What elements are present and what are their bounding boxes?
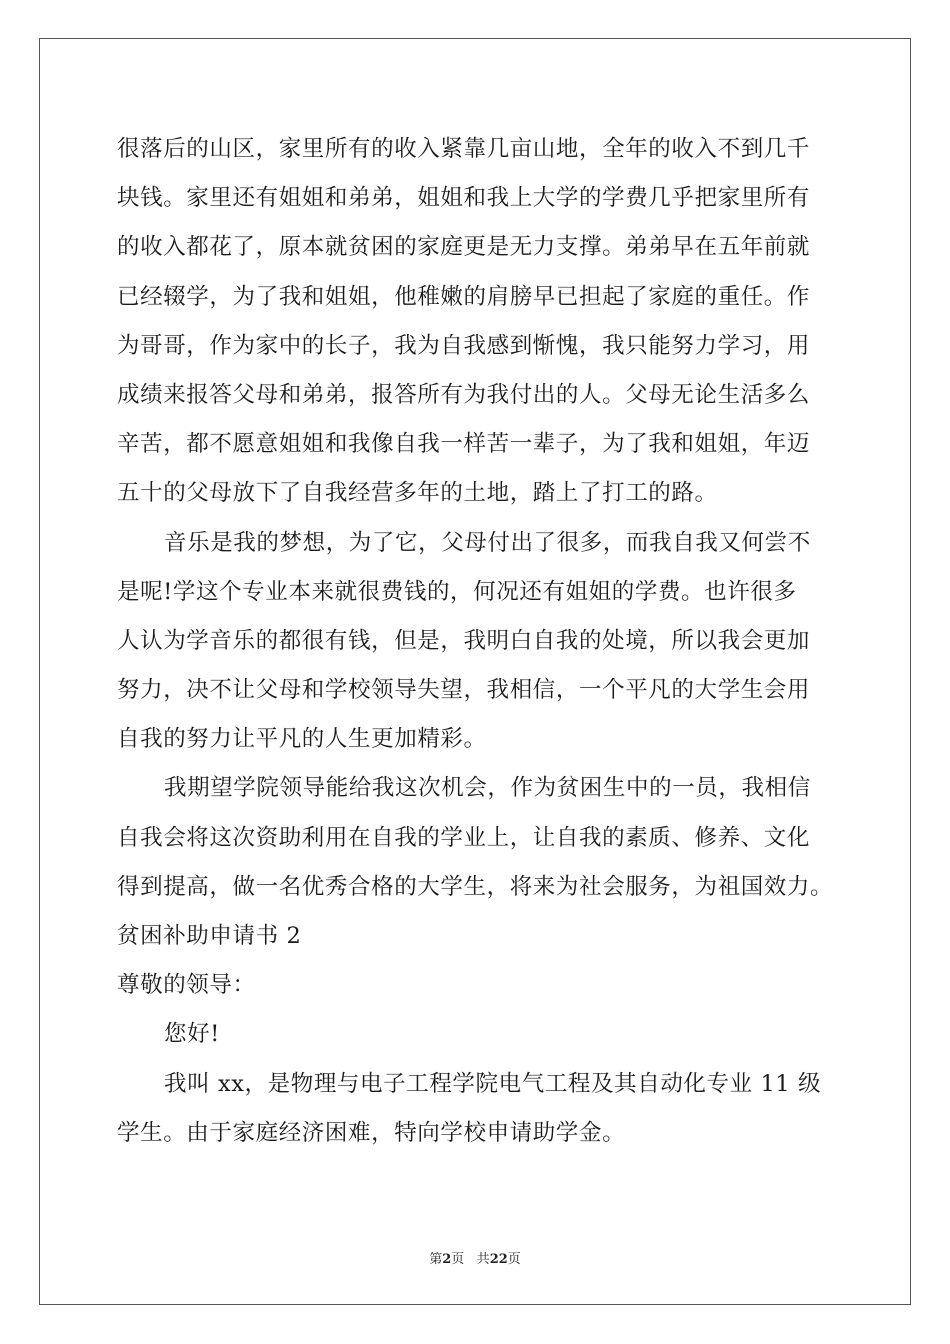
document-body	[117, 125, 837, 1158]
text-line: 学生。由于家庭经济困难，特向学校申请助学金。	[117, 1119, 626, 1146]
paragraph-start-line: 音乐是我的梦想，为了它，父母付出了很多，而我自我又何尝不	[164, 529, 811, 556]
paragraph-start-line: 我叫 xx，是物理与电子工程学院电气工程及其自动化专业 11 级	[164, 1070, 822, 1097]
footer-total-suffix: 页	[507, 1252, 521, 1267]
text-line: 得到提高，做一名优秀合格的大学生，将来为社会服务，为祖国效力。	[117, 873, 834, 900]
text-line: 为哥哥，作为家中的长子，我为自我感到惭愧，我只能努力学习，用	[117, 332, 811, 359]
text-line: 五十的父母放下了自我经营多年的土地，踏上了打工的路。	[117, 480, 718, 507]
text-line: 自我会将这次资助利用在自我的学业上，让自我的素质、修养、文化	[117, 824, 811, 851]
text-line: 辛苦，都不愿意姐姐和我像自我一样苦一辈子，为了我和姐姐，年迈	[117, 431, 811, 458]
current-page-number: 2	[442, 1252, 452, 1267]
greeting: 您好!	[164, 1021, 220, 1048]
paragraph-start-line: 我期望学院领导能给我这次机会，作为贫困生中的一员，我相信	[164, 775, 811, 802]
text-line: 成绩来报答父母和弟弟，报答所有为我付出的人。父母无论生活多么	[117, 381, 811, 408]
salutation: 尊敬的领导：	[117, 972, 256, 999]
section-title: 贫困补助申请书 2	[117, 923, 302, 949]
text-line: 已经辍学，为了我和姐姐，他稚嫩的肩膀早已担起了家庭的重任。作	[117, 283, 811, 310]
footer-total-prefix: 共	[476, 1252, 490, 1267]
text-line: 人认为学音乐的都很有钱，但是，我明白自我的处境，所以我会更加	[117, 627, 811, 654]
page-footer	[0, 1248, 950, 1267]
text-line: 是呢!学这个专业本来就很费钱的，何况还有姐姐的学费。也许很多	[117, 578, 797, 605]
text-line: 的收入都花了，原本就贫困的家庭更是无力支撑。弟弟早在五年前就	[117, 234, 811, 261]
text-line: 块钱。家里还有姐姐和弟弟，姐姐和我上大学的学费几乎把家里所有	[117, 185, 811, 212]
footer-prefix: 第	[429, 1252, 443, 1267]
text-line: 很落后的山区，家里所有的收入紧靠几亩山地，全年的收入不到几千	[117, 136, 811, 162]
total-pages-number: 22	[489, 1252, 508, 1267]
footer-page-suffix: 页	[451, 1252, 465, 1267]
text-line: 自我的努力让平凡的人生更加精彩。	[117, 726, 487, 753]
text-line: 努力，决不让父母和学校领导失望，我相信，一个平凡的大学生会用	[117, 677, 811, 704]
